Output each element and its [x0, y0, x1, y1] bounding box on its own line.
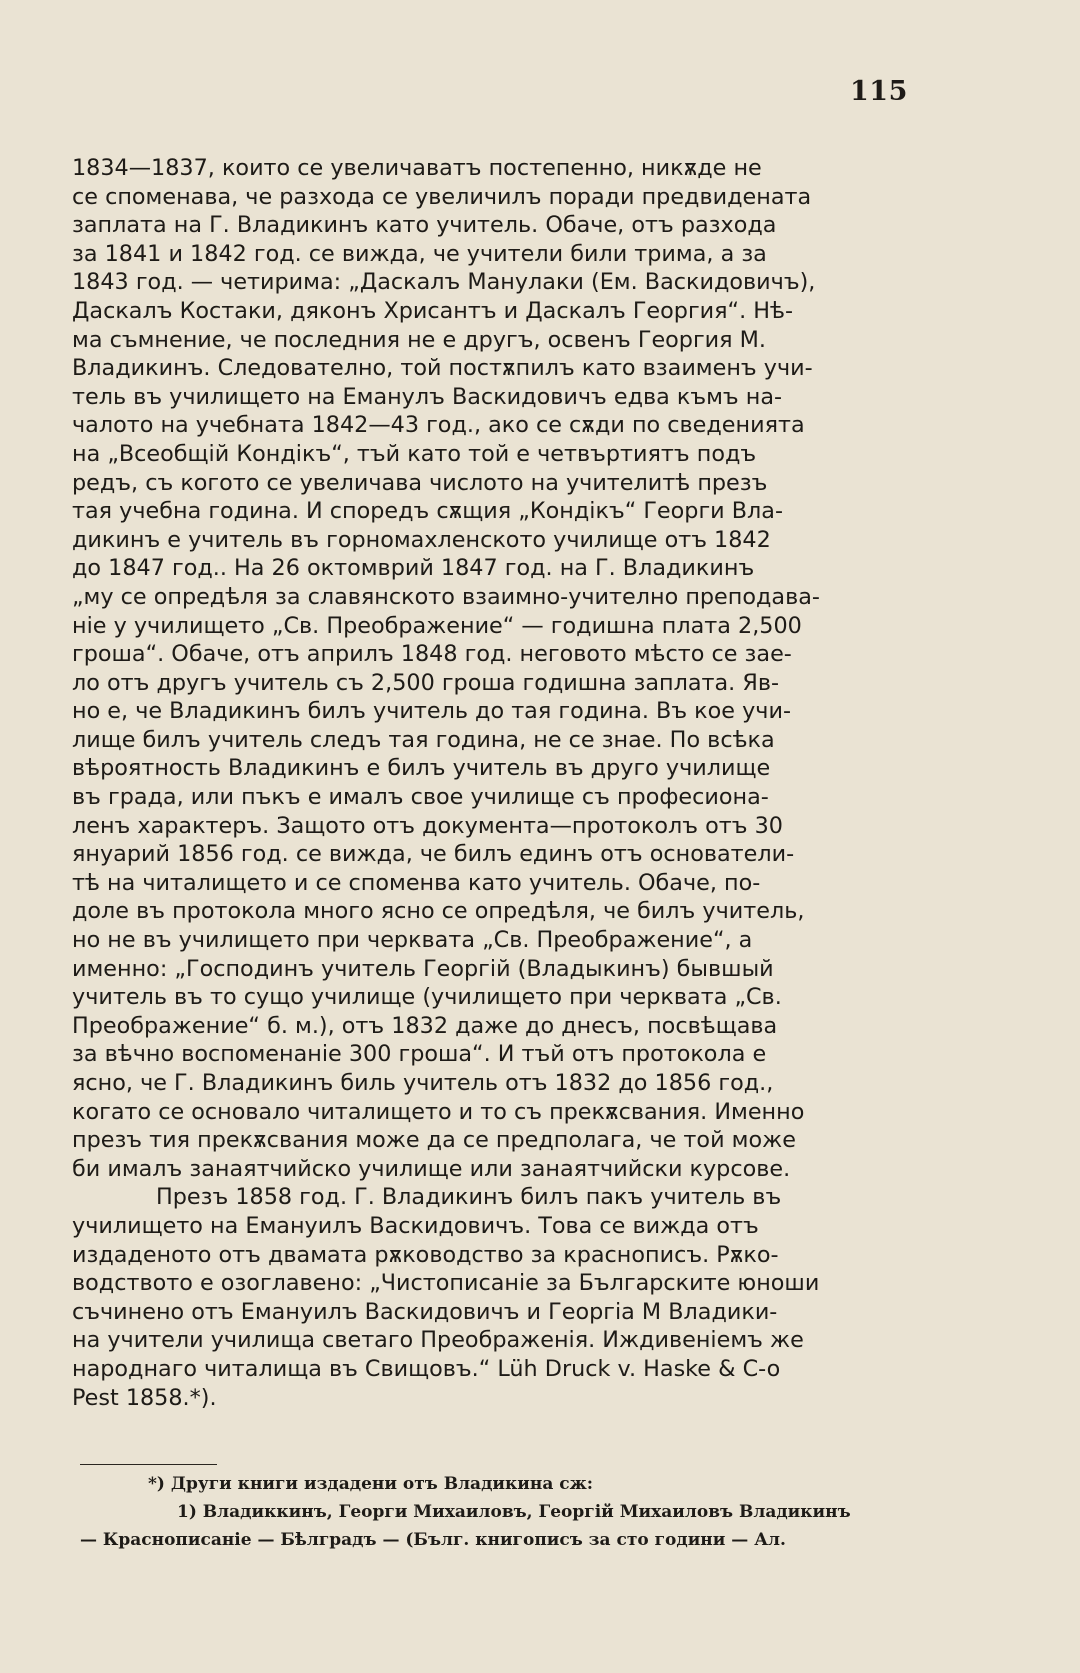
- body-line: на учители училища светаго Преображенія. Иждивеніемъ же: [72, 1327, 804, 1354]
- body-line: за вѣчно воспоменаніе 300 гроша“. И тъй отъ протокола е: [72, 1041, 767, 1068]
- footnote-divider: [80, 1464, 217, 1465]
- body-line: 1843 год. — четирима: „Даскалъ Манулаки (Ем. Васкидовичъ),: [72, 269, 816, 296]
- body-line: до 1847 год.. На 26 октомврий 1847 год. на Г. Владикинъ: [72, 555, 755, 582]
- body-line: но е, че Владикинъ билъ учитель до тая година. Въ кое учи-: [72, 698, 791, 725]
- body-line: когато се основало читалището и то съ прекѫсвания. Именно: [72, 1098, 805, 1125]
- body-line: заплата на Г. Владикинъ като учитель. Обаче, отъ разхода: [72, 212, 777, 239]
- body-line: издаденото отъ двамата рѫководство за краснописъ. Рѫко-: [72, 1241, 779, 1268]
- body-line: училището на Емануилъ Васкидовичъ. Това се вижда отъ: [72, 1212, 759, 1239]
- body-line: тѣ на читалището и се споменва като учитель. Обаче, по-: [72, 869, 761, 896]
- body-line: Pest 1858.*).: [72, 1384, 217, 1411]
- footnote-line: 1) Владиккинъ, Георги Михаиловъ, Георгій Михаиловъ Владикинъ: [177, 1502, 851, 1522]
- body-line: доле въ протокола много ясно се опредѣля, че билъ учитель,: [72, 898, 805, 925]
- body-line: редъ, съ когото се увеличава числото на учителитѣ презъ: [72, 469, 768, 496]
- body-line: тая учебна година. И споредъ сѫщия „Кондікъ“ Георги Вла-: [72, 498, 783, 525]
- paragraph-start-line: Презъ 1858 год. Г. Владикинъ билъ пакъ учитель въ: [156, 1184, 782, 1211]
- body-line: вѣроятность Владикинъ е билъ учитель въ друго училище: [72, 755, 771, 782]
- body-line: народнаго читалища въ Свищовъ.“ Lüh Druck v. Haske & C-o: [72, 1355, 781, 1382]
- body-line: Владикинъ. Следователно, той постѫпилъ като взаименъ учи-: [72, 355, 813, 382]
- body-line: ленъ характеръ. Защото отъ документа—протоколъ отъ 30: [72, 812, 783, 839]
- body-line: презъ тия прекѫсвания може да се предполага, че той може: [72, 1127, 796, 1154]
- body-line: именно: „Господинъ учитель Георгій (Владыкинъ) бывшый: [72, 955, 774, 982]
- body-line: съчинено отъ Емануилъ Васкидовичъ и Георгіа М Владики-: [72, 1298, 778, 1325]
- body-line: ло отъ другъ учитель съ 2,500 гроша годишна заплата. Яв-: [72, 669, 780, 696]
- body-line: би ималъ занаятчийско училище или занаятчийски курсове.: [72, 1155, 791, 1182]
- body-line: лище билъ учитель следъ тая година, не се знае. По всѣка: [72, 726, 775, 753]
- body-line: ясно, че Г. Владикинъ биль учитель отъ 1832 до 1856 год.,: [72, 1070, 774, 1096]
- body-line: „му се опредѣля за славянското взаимно-учително преподава-: [72, 583, 820, 610]
- body-line: Даскалъ Костаки, дяконъ Хрисантъ и Даскалъ Георгия“. Нѣ-: [72, 297, 794, 324]
- body-line: Преображение“ б. м.), отъ 1832 даже до днесъ, посвѣщава: [72, 1012, 778, 1039]
- body-line: за 1841 и 1842 год. се вижда, че учители били трима, а за: [72, 240, 767, 267]
- body-line: учитель въ то сущо училище (училището при черквата „Св.: [72, 984, 782, 1011]
- body-line: гроша“. Обаче, отъ априлъ 1848 год. неговото мѣсто се зае-: [72, 641, 792, 668]
- body-line: водството е озоглавено: „Чистописаніе за Българските юноши: [72, 1270, 820, 1297]
- body-line: чалото на учебната 1842—43 год., ако се сѫди по сведенията: [72, 412, 805, 439]
- body-line: тель въ училището на Еманулъ Васкидовичъ едва къмъ на-: [72, 383, 783, 410]
- footnotes: [80, 1470, 904, 1554]
- body-line: се споменава, че разхода се увеличилъ поради предвидената: [72, 183, 812, 210]
- body-text: [72, 154, 902, 1412]
- body-line: ніе у училището „Св. Преображение“ — годишна плата 2,500: [72, 612, 802, 639]
- page-number: 115: [850, 76, 908, 107]
- body-line: януарий 1856 год. се вижда, че билъ единъ отъ основатели-: [72, 841, 795, 868]
- body-line: но не въ училището при черквата „Св. Преображение“, а: [72, 927, 753, 954]
- body-line: дикинъ е учитель въ горномахленското училище отъ 1842: [72, 526, 771, 553]
- footnote-line: — Краснописаніе — Бѣлградъ — (Бълг. книгописъ за сто години — Ал.: [80, 1530, 786, 1550]
- body-line: 1834—1837, които се увеличаватъ постепенно, никѫде не: [72, 155, 762, 181]
- body-line: ма съмнение, че последния не е другъ, освенъ Георгия М.: [72, 326, 766, 353]
- body-line: на „Всеобщій Кондікъ“, тъй като той е четвъртиятъ подъ: [72, 440, 757, 467]
- body-line: въ града, или пъкъ е ималъ свое училище съ професиона-: [72, 784, 769, 811]
- footnote-heading: *) Други книги издадени отъ Владикина сж:: [148, 1474, 594, 1494]
